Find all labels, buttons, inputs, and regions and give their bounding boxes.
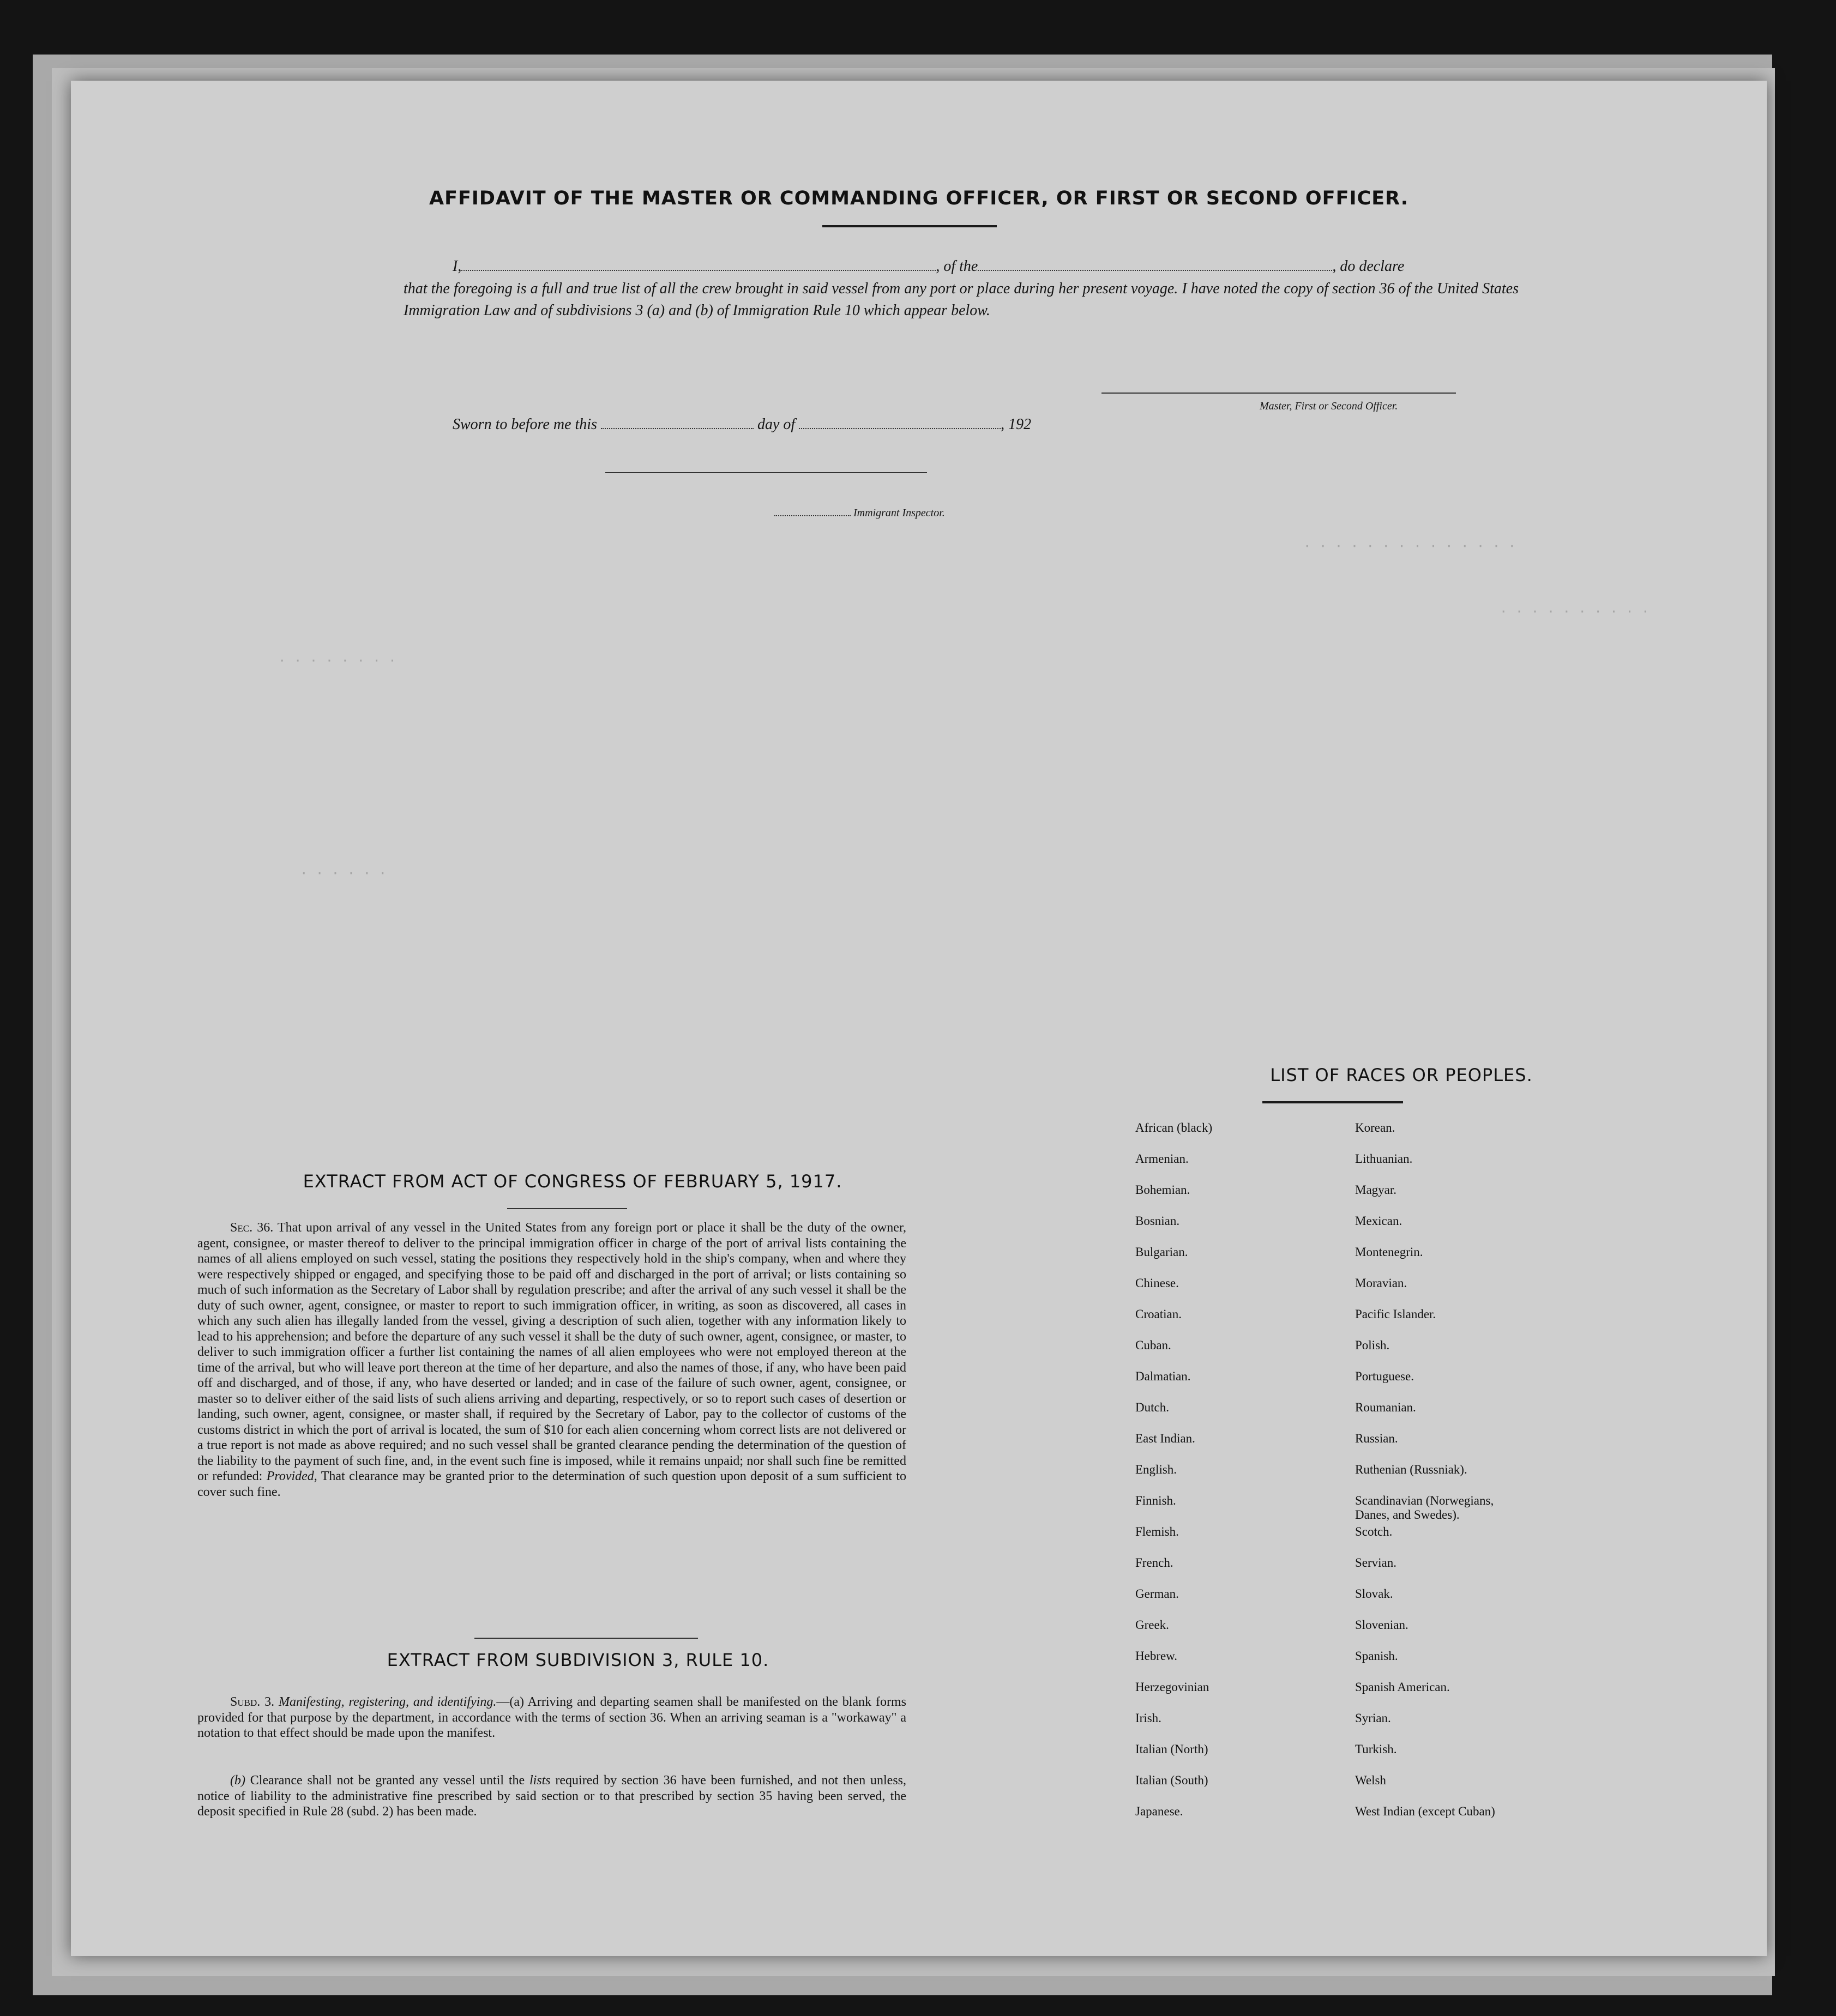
inspector-name-field[interactable] [774,515,851,516]
race-item: Ruthenian (Russniak). [1355,1463,1467,1476]
race-item: Scandinavian (Norwegians, Danes, and Swedes). [1355,1494,1494,1522]
race-item: Polish. [1355,1338,1390,1352]
affidavit-declaration-line [453,258,1521,275]
subd-title: Manifesting, registering, and identifying. [278,1695,497,1709]
declarant-name-field[interactable] [461,270,936,271]
vessel-label: , of the [936,258,978,275]
bleed-through-mark: · · · · · · · · [278,653,396,668]
race-item: Japanese. [1135,1804,1183,1818]
race-item: Welsh [1355,1773,1386,1787]
race-item: Russian. [1355,1432,1398,1445]
race-item: Servian. [1355,1556,1397,1570]
race-item: Flemish. [1135,1525,1179,1538]
rule-extract-separator [474,1638,698,1639]
races-left-column [1135,1121,1353,1836]
para-b-label: (b) [230,1773,245,1788]
section-body: That upon arrival of any vessel in the United States from any foreign port or place it shall be the duty of the owner, agent, consignee, or master thereof to deliver to the principal immigration officer in charge of the port of arrival lists containing the names of all aliens employed on such vessel, stating the positions they respectively hold in the ship's company, when and where they were respectively shipped or engaged, and specifying those to be paid off and discharged in the port of arrival; or lists containing so much of such information as the Secretary of Labor shall by regulation prescribe; and after the arrival of any such vessel it shall be the duty of such owner, agent, consignee, or master to report to such immigration officer, in writing, as soon as discovered, all cases in which any such alien has illegally landed from the vessel, giving a description of such alien, together with any information likely to lead to his apprehension; and before the departure of any such vessel it shall be the duty of such owner, agent, consignee, or master, to deliver to such immigration officer a further list containing the names of all alien employees who were not employed thereon at the time of the arrival, but who will leave port thereon at the time of her departure, and also the names of those, if any, who have been paid off and discharged, and of those, if any, who have deserted or landed; and in case of the failure of such owner, agent, consignee, or master so to deliver either of the said lists of such aliens arriving and departing, respectively, or so to report such cases of desertion or landing, such owner, agent, consignee, or master shall, if required by the Secretary of Labor, pay to the collector of customs of the customs district in which the port of arrival is located, the sum of $10 for each alien concerning whom correct lists are not delivered or a true report is not made as above required; and no such vessel shall be granted clearance pending the determination of the question of the liability to the payment of such fine, and, in the event such fine is imposed, while it remains unpaid; nor shall such fine be remitted or refunded: [197,1221,906,1483]
race-item: Pacific Islander. [1355,1307,1436,1321]
day-of-label: day of [757,416,796,433]
para-b-lists: lists [529,1773,551,1788]
race-item: Bosnian. [1135,1214,1180,1228]
act-heading-underline [507,1208,627,1209]
bleed-through-mark: · · · · · · [300,866,387,881]
race-item: Mexican. [1355,1214,1402,1228]
race-item: Dalmatian. [1135,1369,1191,1383]
race-item: English. [1135,1463,1177,1476]
inspector-caption: Immigrant Inspector. [853,507,945,519]
sworn-month-field[interactable] [799,428,1001,429]
race-item: Korean. [1355,1121,1395,1134]
bleed-through-mark: · · · · · · · · · · [1500,604,1650,619]
inspector-signature-line[interactable] [605,472,927,473]
document-page [71,81,1767,1956]
race-item: Slovak. [1355,1587,1393,1601]
race-item: Croatian. [1135,1307,1182,1321]
race-item: Irish. [1135,1711,1161,1725]
act-extract-heading: EXTRACT FROM ACT OF CONGRESS OF FEBRUARY 5, 1917. [303,1171,842,1192]
race-item: Roumanian. [1355,1401,1416,1414]
race-item: African (black) [1135,1121,1213,1134]
race-item: Magyar. [1355,1183,1397,1197]
section-label: Sec. 36. [230,1221,274,1235]
affidavit-text: that the foregoing is a full and true list of all the crew brought in said vessel from any port or place during her present voyage. I have noted the copy of section 36 of the United States Immigration Law and of subdivisions 3 (a) and (b) of Immigration Rule 10 which appear below. [404,280,1519,319]
sworn-day-field[interactable] [601,428,754,429]
act-section-36-text [197,1220,906,1500]
section-body-end: That clearance may be granted prior to the determination of such question upon deposit of a sum sufficient to cover such fine. [197,1469,906,1499]
heading-underline [822,225,997,227]
race-item: Armenian. [1135,1152,1189,1166]
race-item: Syrian. [1355,1711,1391,1725]
race-item: Spanish. [1355,1649,1398,1663]
subd-para-a: —(a) Arriving and departing seamen shall be manifested on the blank forms provided for that purpose by the department, in accordance with the terms of section 36. When an arriving seaman is a "workaway" a notation to that effect should be made upon the manifest. [197,1695,906,1740]
rule-subd-3-text [197,1694,906,1741]
year-label: , 192 [1001,416,1032,433]
race-item: Cuban. [1135,1338,1171,1352]
race-item: Italian (North) [1135,1742,1208,1756]
officer-signature-line[interactable] [1101,393,1456,394]
declarant-label: I, [453,258,462,275]
affidavit-heading: AFFIDAVIT OF THE MASTER OR COMMANDING OFFICER, OR FIRST OR SECOND OFFICER. [429,188,1409,209]
bleed-through-mark: · · · · · · · · · · · · · · [1303,539,1516,554]
race-item: East Indian. [1135,1432,1195,1445]
subd-label: Subd. 3. [230,1695,275,1709]
race-item: Montenegrin. [1355,1245,1423,1259]
race-item: Greek. [1135,1618,1169,1632]
race-item: Scotch. [1355,1525,1393,1538]
race-item: Moravian. [1355,1276,1407,1290]
para-b-text-2: required by section 36 have been furnished, and not then unless, notice of liability to the administrative fine prescribed by said section or to that prescribed by section 35 having been served, the deposit specified in Rule 28 (subd. 2) has been made. [197,1773,907,1819]
race-item: Chinese. [1135,1276,1179,1290]
races-right-column [1355,1121,1628,1836]
rule-extract-heading: EXTRACT FROM SUBDIVISION 3, RULE 10. [387,1650,769,1670]
para-b-text-1: Clearance shall not be granted any vessel until the [250,1773,525,1788]
race-item: Slovenian. [1355,1618,1408,1632]
race-item: German. [1135,1587,1179,1601]
race-item: Spanish American. [1355,1680,1450,1694]
race-item: Bulgarian. [1135,1245,1188,1259]
inspector-field [774,507,945,520]
vessel-name-field[interactable] [978,270,1332,271]
rule-subd-b-text [197,1773,906,1820]
races-heading: LIST OF RACES OR PEOPLES. [1270,1065,1533,1085]
races-heading-underline [1262,1101,1403,1103]
race-item: West Indian (except Cuban) [1355,1804,1495,1818]
race-item: Lithuanian. [1355,1152,1413,1166]
officer-caption: Master, First or Second Officer. [1260,400,1398,412]
race-item: Herzegovinian [1135,1680,1209,1694]
race-item: Dutch. [1135,1401,1169,1414]
race-item: Finnish. [1135,1494,1176,1507]
race-item: Hebrew. [1135,1649,1178,1663]
sworn-label: Sworn to before me this [453,416,597,433]
race-item: Italian (South) [1135,1773,1208,1787]
race-item: Bohemian. [1135,1183,1190,1197]
sworn-line [453,416,1031,433]
race-item: Portuguese. [1355,1369,1414,1383]
declare-label: , do declare [1332,258,1405,275]
race-item: Turkish. [1355,1742,1397,1756]
provided-word: Provided, [266,1469,317,1483]
race-item: French. [1135,1556,1173,1570]
